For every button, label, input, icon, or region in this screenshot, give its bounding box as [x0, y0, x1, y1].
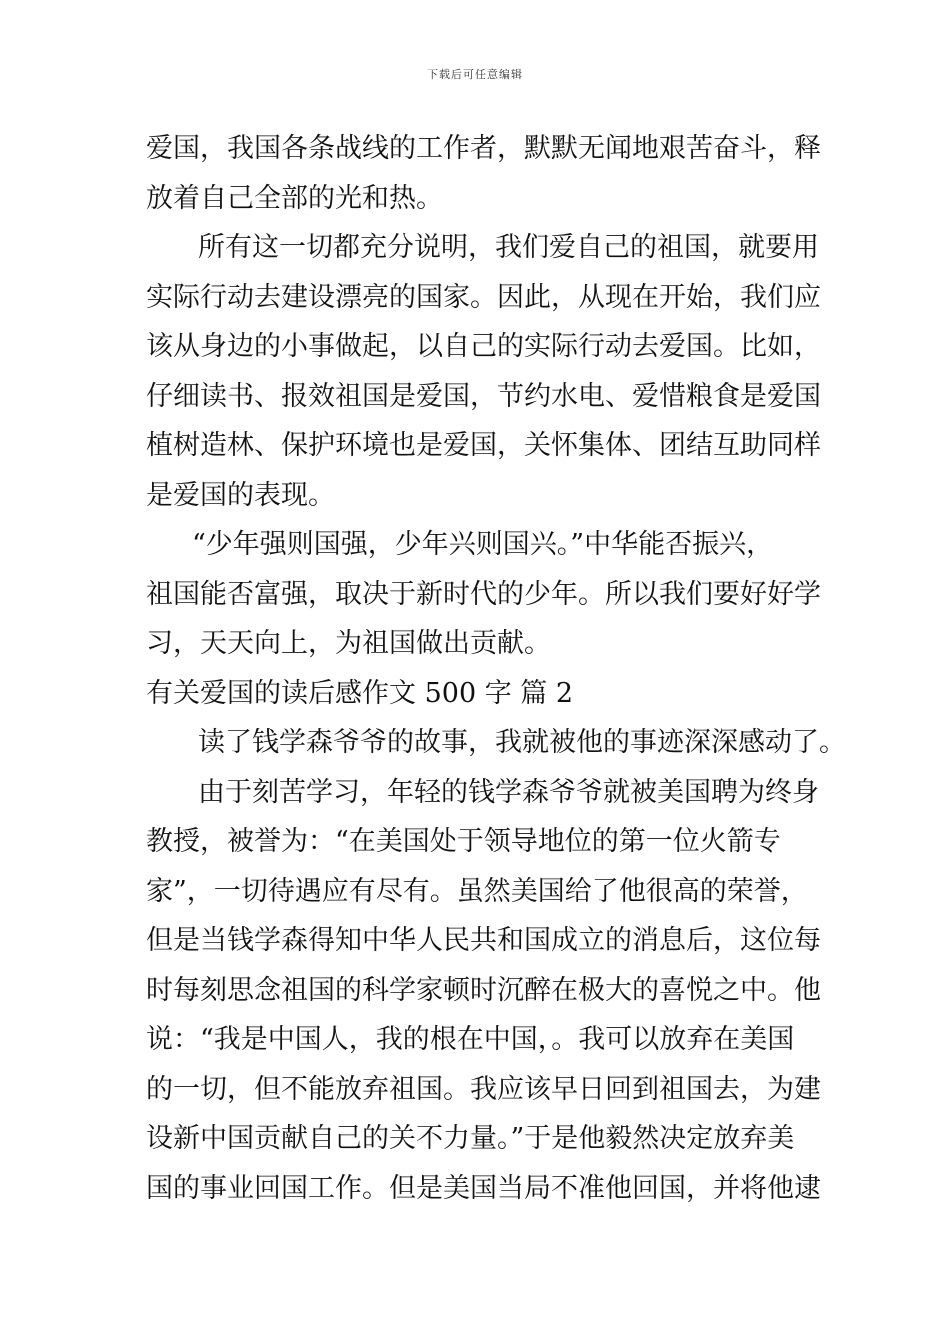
paragraph-start-line: 由于刻苦学习，年轻的钱学森爷爷就被美国聘为终身: [198, 776, 819, 808]
section-heading: 有关爱国的读后感作文 500 字 篇 2: [146, 677, 574, 709]
page-header: 下载后可任意编辑: [427, 68, 523, 81]
text-line: 植树造林、保护环境也是爱国，关怀集体、团结互助同样: [146, 430, 821, 461]
text-line: 爱国，我国各条战线的工作者，默默无闻地艰苦奋斗，释: [146, 133, 821, 164]
text-line: 国的事业回国工作。但是美国当局不准他回国，并将他逮: [146, 1172, 821, 1204]
document-body: [146, 124, 846, 1213]
text-line: 教授，被誉为：“在美国处于领导地位的第一位火箭专: [146, 826, 781, 857]
paragraph-start-line: 读了钱学森爷爷的故事，我就被他的事迹深深感动了。: [198, 727, 846, 758]
paragraph-start-line: 所有这一切都充分说明，我们爱自己的祖国，就要用: [198, 232, 819, 263]
text-line: 祖国能否富强，取决于新时代的少年。所以我们要好好学: [146, 578, 821, 610]
text-line: 的一切，但不能放弃祖国。我应该早日回到祖国去，为建: [146, 1073, 821, 1105]
text-line: 时每刻思念祖国的科学家顿时沉醉在极大的喜悦之中。他: [146, 974, 821, 1006]
text-line: 是爱国的表现。: [146, 479, 335, 511]
text-line: 实际行动去建设漂亮的国家。因此，从现在开始，我们应: [146, 281, 821, 313]
text-line: 放着自己全部的光和热。: [146, 182, 443, 214]
paragraph-start-line: “少年强则国强，少年兴则国兴。”中华能否振兴，: [192, 529, 774, 560]
text-line: 习，天天向上，为祖国做出贡献。: [146, 628, 551, 659]
text-line: 家”，一切待遇应有尽有。虽然美国给了他很高的荣誉，: [146, 875, 808, 907]
text-line: 仔细读书、报效祖国是爱国，节约水电、爱惜粮食是爱国: [146, 380, 821, 412]
text-line: 说：“我是中国人，我的根在中国，。我可以放弃在美国: [146, 1024, 795, 1055]
text-line: 设新中国贡献自己的关不力量。”于是他毅然决定放弃美: [146, 1123, 795, 1154]
text-line: 该从身边的小事做起，以自己的实际行动去爱国。比如，: [146, 331, 821, 362]
text-line: 但是当钱学森得知中华人民共和国成立的消息后，这位每: [146, 925, 821, 956]
